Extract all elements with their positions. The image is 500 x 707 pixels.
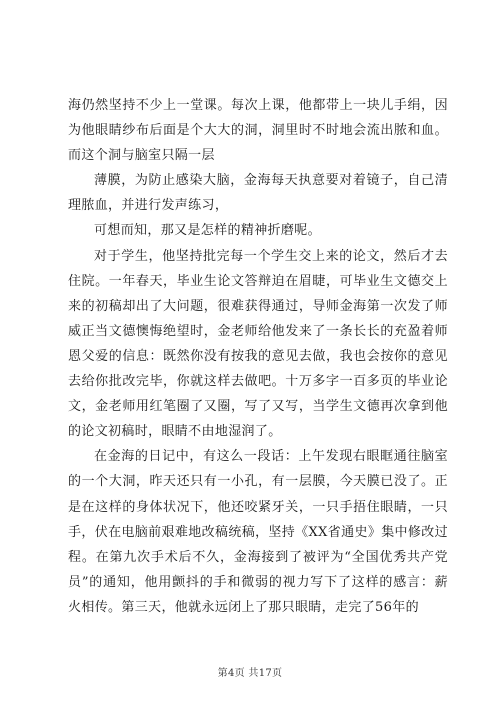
paragraph-5: 在金海的日记中，有这么一段话：上午发现右眼眶通往脑室的一个大洞，昨天还只有一小孔，有一层膜，今天膜已没了。正是在这样的身体状况下，他还咬紧牙关，一只手捂住眼睛，一只手，伏在电脑前艰难地改稿统稿，坚持《XX省通史》集中修改过程。在第九次手术后不久，金海接到了被评为“全国优秀共产党员”的通知，他用颤抖的手和微弱的视力写下了这样的感言：薪火相传。第三天，他就永远闭上了那只眼睛，走完了56年的 (68, 449, 448, 615)
page-number-footer: 第4页 共17页 (217, 668, 283, 679)
paragraph-2: 薄膜，为防止感染大脑，金海每天执意要对着镜子，自己清理脓血，并进行发声练习， (68, 173, 448, 214)
paragraph-4: 对于学生，他坚持批完每一个学生交上来的论文，然后才去住院。一年春天，毕业生论文答辩迫在眉睫，可毕业生文德交上来的初稿却出了大问题，很难获得通过，导师金海第一次发了师威正当文德懊悔绝望时，金老师给他发来了一条长长的充盈着师恩父爱的信息：既然你没有按我的意见去做，我也会按你的意见去给你批改完毕，你就这样去做吧。十万多字一百多页的毕业论文，金老师用红笔圈了又圈，写了又写，当学生文德再次拿到他的论文初稿时，眼睛不由地湿润了。 (68, 248, 448, 440)
paragraph-3: 可想而知，那又是怎样的精神折磨呢。 (94, 223, 321, 239)
document-body (68, 93, 448, 620)
paragraph-1: 海仍然坚持不少上一堂课。每次上课，他都带上一块儿手绢，因为他眼睛纱布后面是个大大的洞，洞里时不时地会流出脓和血。而这个洞与脑室只隔一层 (68, 98, 448, 164)
